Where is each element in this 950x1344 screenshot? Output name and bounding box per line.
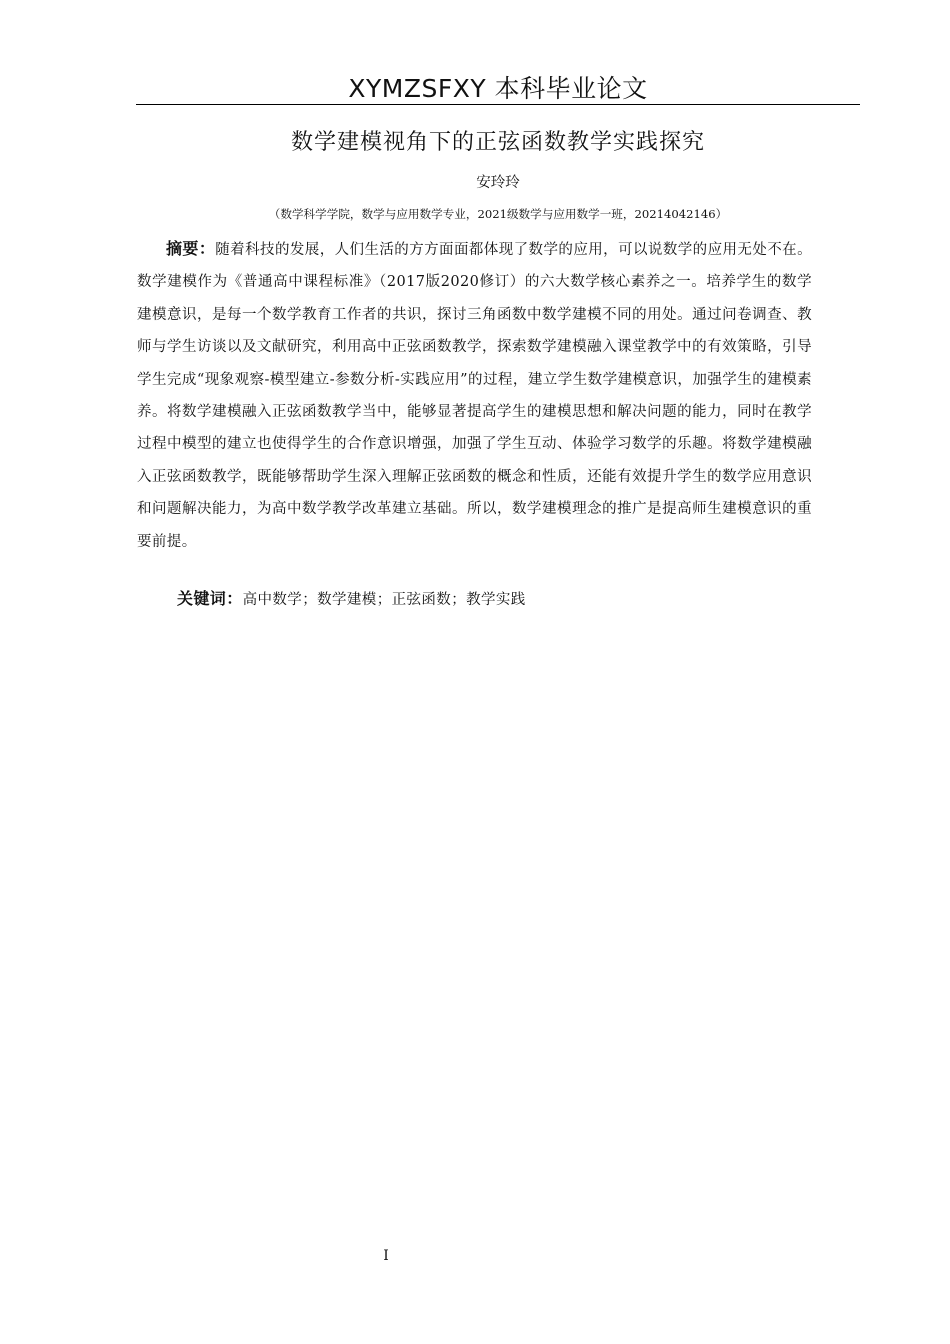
paper-title: 数学建模视角下的正弦函数教学实践探究 [290, 130, 705, 155]
author-affiliation: （数学科学学院，数学与应用数学专业，2021级数学与应用数学一班，20214042146） [268, 207, 728, 221]
document-header-title: XYMZSFXY 本科毕业论文 [348, 74, 648, 103]
keywords-text: 高中数学；数学建模；正弦函数；教学实践 [242, 592, 526, 608]
keywords-label: 关键词： [177, 589, 243, 608]
abstract-text: 随着科技的发展，人们生活的方方面面都体现了数学的应用，可以说数学的应用无处不在。数学建模作为《普通高中课程标准》（2017版2020修订）的六大数学核心素养之一。培养学生的数学建模意识，是每一个数学教育工作者的共识，探讨三角函数中数学建模不同的用处。通过问卷调查、教师与学生访谈以及文献研究，利用高中正弦函数教学，探索数学建模融入课堂教学中的有效策略，引导学生完成“现象观察-模型建立-参数分析-实践应用”的过程，建立学生数学建模意识，加强学生的建模素养。将数学建模融入正弦函数教学当中，能够显著提高学生的建模思想和解决问题的能力，同时在教学过程中模型的建立也使得学生的合作意识增强，加强了学生互动、体验学习数学的乐趣。将数学建模融入正弦函数教学，既能够帮助学生深入理解正弦函数的概念和性质，还能有效提升学生的数学应用意识和问题解决能力，为高中数学教学改革建立基础。所以，数学建模理念的推广是提高师生建模意识的重要前提。 [137, 242, 813, 550]
abstract-paragraph [137, 233, 812, 558]
author-name: 安玲玲 [476, 175, 520, 191]
page-number: I [383, 1248, 389, 1264]
keywords-line [137, 585, 812, 614]
header-divider [136, 104, 860, 105]
abstract-label: 摘要： [166, 239, 216, 258]
